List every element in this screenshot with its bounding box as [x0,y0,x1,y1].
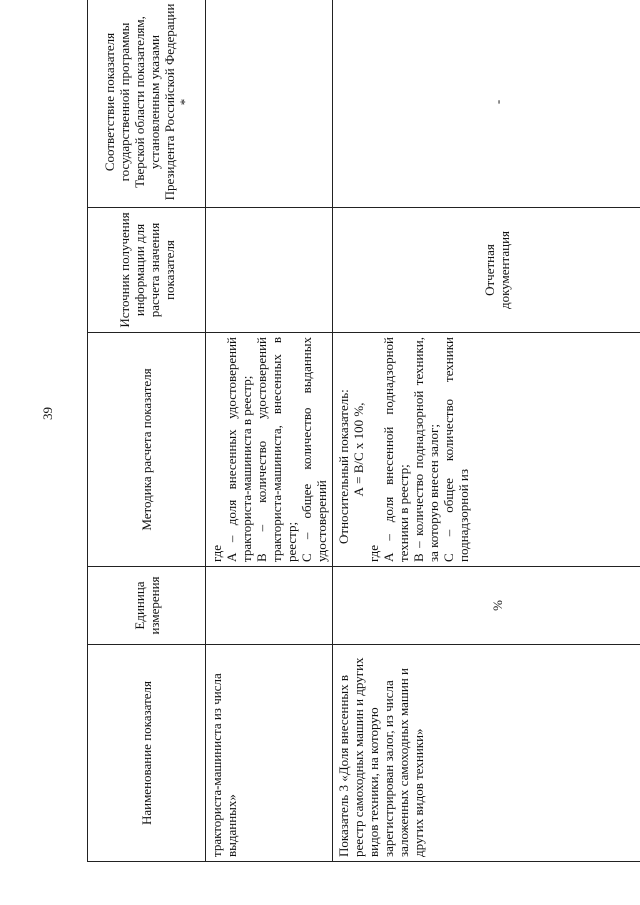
method-line: С – общее количество техники поднадзорной из [441,337,471,562]
table-header-row [88,0,206,862]
header-information-source: Источник получения информации для расчета значения показателя [88,208,206,333]
table-row [206,0,333,862]
indicators-table [87,0,640,862]
indicators-table-wrapper [87,3,623,862]
method-line: где [209,544,224,562]
unit-cell [206,567,333,645]
calculation-method-cell [333,333,640,567]
information-source-cell: Отчетная документация [333,208,640,333]
method-line: В – количество удостоверений тракториста-машиниста, внесенных в реестр; [254,337,299,562]
method-line: А – доля внесенной поднадзорной техники в реестр; [381,337,411,562]
method-line: Относительный показатель: [336,389,351,544]
header-presidential-decree-match: Соответствие показателя государственной программы Тверской области показателям, установленным указами Президента Российской Федерации * [88,0,206,208]
method-formula: А = В/С х 100 %, [351,402,366,497]
method-line: С – общее количество выданных удостоверений [299,337,329,562]
information-source-cell [206,208,333,333]
method-line: где [366,544,381,562]
unit-cell: % [333,567,640,645]
method-line: А – доля внесенных удостоверений тракториста-машиниста в реестр; [224,337,254,562]
decree-match-cell [206,0,333,208]
table-row [333,0,640,862]
header-indicator-name: Наименование показателя [88,645,206,862]
calculation-method-cell [206,333,333,567]
page-number: 39 [40,407,55,420]
indicator-name-cell: Показатель 3 «Доля внесенных в реестр самоходных машин и других видов техники, на которую зарегистрирован залог, из числа заложенных самоходных машин и других видов техники» [333,645,640,862]
header-unit: Единица измерения [88,567,206,645]
decree-match-cell: - [333,0,640,208]
method-line: В – количество поднадзорной техники, за которую внесен залог; [411,337,441,562]
indicator-name-cell: тракториста-машиниста из числа выданных» [206,645,333,862]
header-calculation-method: Методика расчета показателя [88,333,206,567]
